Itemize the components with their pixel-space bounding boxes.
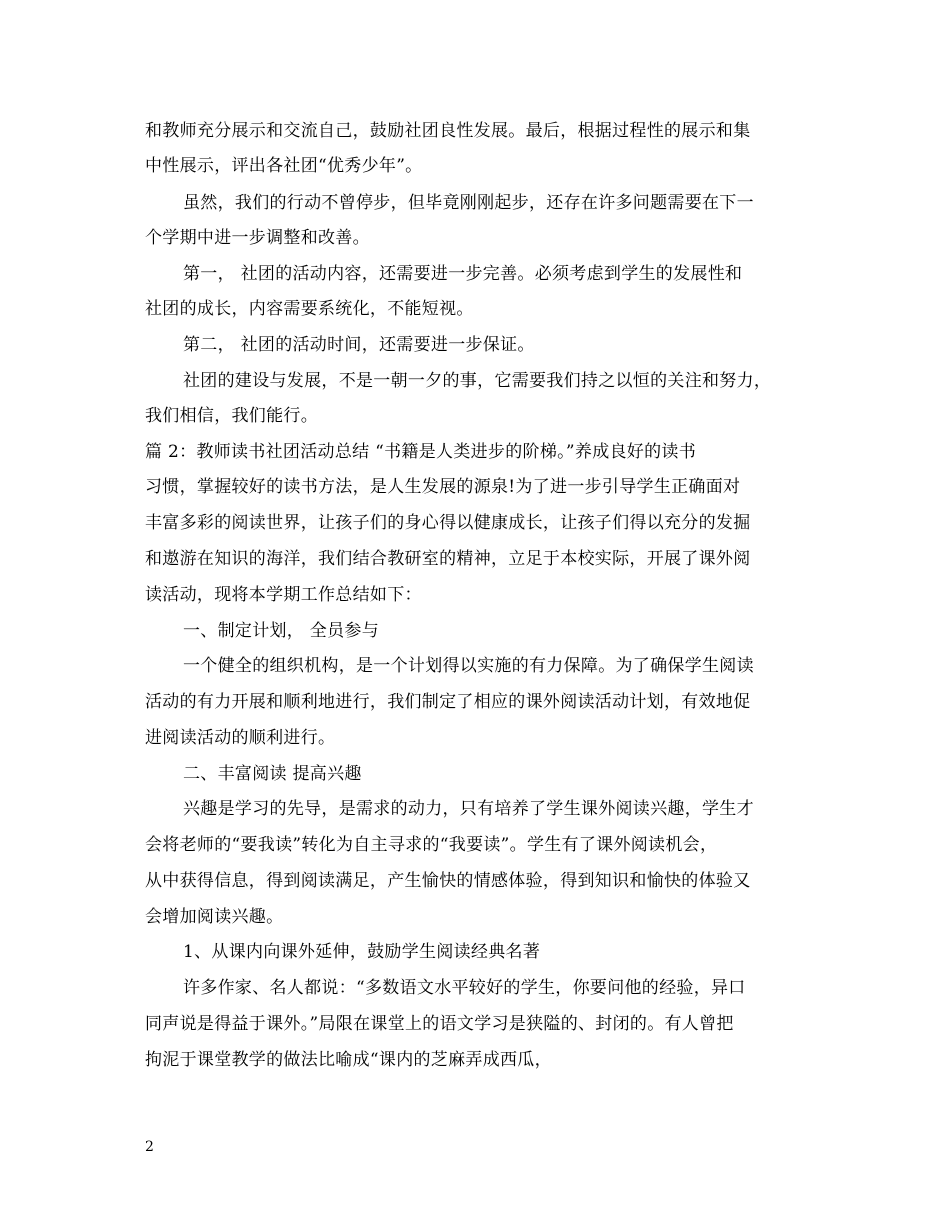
text-line: 从中获得信息，得到阅读满足，产生愉快的情感体验，得到知识和愉快的体验又 xyxy=(145,871,751,891)
text-line: 许多作家、名人都说：“多数语文水平较好的学生，你要问他的经验，异口 xyxy=(183,978,746,998)
text-line: 会增加阅读兴趣。 xyxy=(145,907,284,927)
text-line: 习惯，掌握较好的读书方法，是人生发展的源泉!为了进一步引导学生正确面对 xyxy=(145,477,741,497)
text-line: 我们相信，我们能行。 xyxy=(145,406,318,426)
subheading-line: 一、制定计划， 全员参与 xyxy=(183,621,380,641)
text-line: 社团的建设与发展，不是一朝一夕的事，它需要我们持之以恒的关注和努力， xyxy=(183,371,772,391)
text-line: 个学期中进一步调整和改善。 xyxy=(145,228,370,248)
text-line: 读活动，现将本学期工作总结如下： xyxy=(145,585,422,605)
text-line: 兴趣是学习的先导，是需求的动力，只有培养了学生课外阅读兴趣，学生才 xyxy=(183,799,754,819)
text-line: 会将老师的“要我读”转化为自主寻求的“我要读”。学生有了课外阅读机会， xyxy=(145,835,718,855)
text-line: 第二， 社团的活动时间，还需要进一步保证。 xyxy=(183,335,535,355)
text-line: 虽然，我们的行动不曾停步，但毕竟刚刚起步，还存在许多问题需要在下一 xyxy=(183,193,754,213)
text-line: 和教师充分展示和交流自己，鼓励社团良性发展。最后，根据过程性的展示和集 xyxy=(145,121,751,141)
subheading-line: 二、丰富阅读 提高兴趣 xyxy=(183,764,362,784)
text-line: 丰富多彩的阅读世界，让孩子们的身心得以健康成长，让孩子们得以充分的发掘 xyxy=(145,513,751,533)
page-number: 2 xyxy=(145,1139,154,1155)
text-line: 同声说是得益于课外。”局限在课堂上的语文学习是狭隘的、封闭的。有人曾把 xyxy=(145,1014,734,1034)
text-line: 和遨游在知识的海洋，我们结合教研室的精神，立足于本校实际，开展了课外阅 xyxy=(145,549,751,569)
section-heading-line: 篇 2：教师读书社团活动总结 “书籍是人类进步的阶梯。”养成良好的读书 xyxy=(145,442,697,462)
text-line: 拘泥于课堂教学的做法比喻成“课内的芝麻弄成西瓜， xyxy=(145,1050,552,1070)
text-line: 一个健全的组织机构，是一个计划得以实施的有力保障。为了确保学生阅读 xyxy=(183,656,754,676)
text-line: 第一， 社团的活动内容，还需要进一步完善。必须考虑到学生的发展性和 xyxy=(183,264,743,284)
subheading-line: 1、从课内向课外延伸，鼓励学生阅读经典名著 xyxy=(183,942,541,962)
text-line: 活动的有力开展和顺利地进行，我们制定了相应的课外阅读活动计划，有效地促 xyxy=(145,692,751,712)
text-line: 社团的成长，内容需要系统化，不能短视。 xyxy=(145,299,474,319)
text-line: 进阅读活动的顺利进行。 xyxy=(145,728,336,748)
text-line: 中性展示，评出各社团“优秀少年”。 xyxy=(145,156,423,176)
